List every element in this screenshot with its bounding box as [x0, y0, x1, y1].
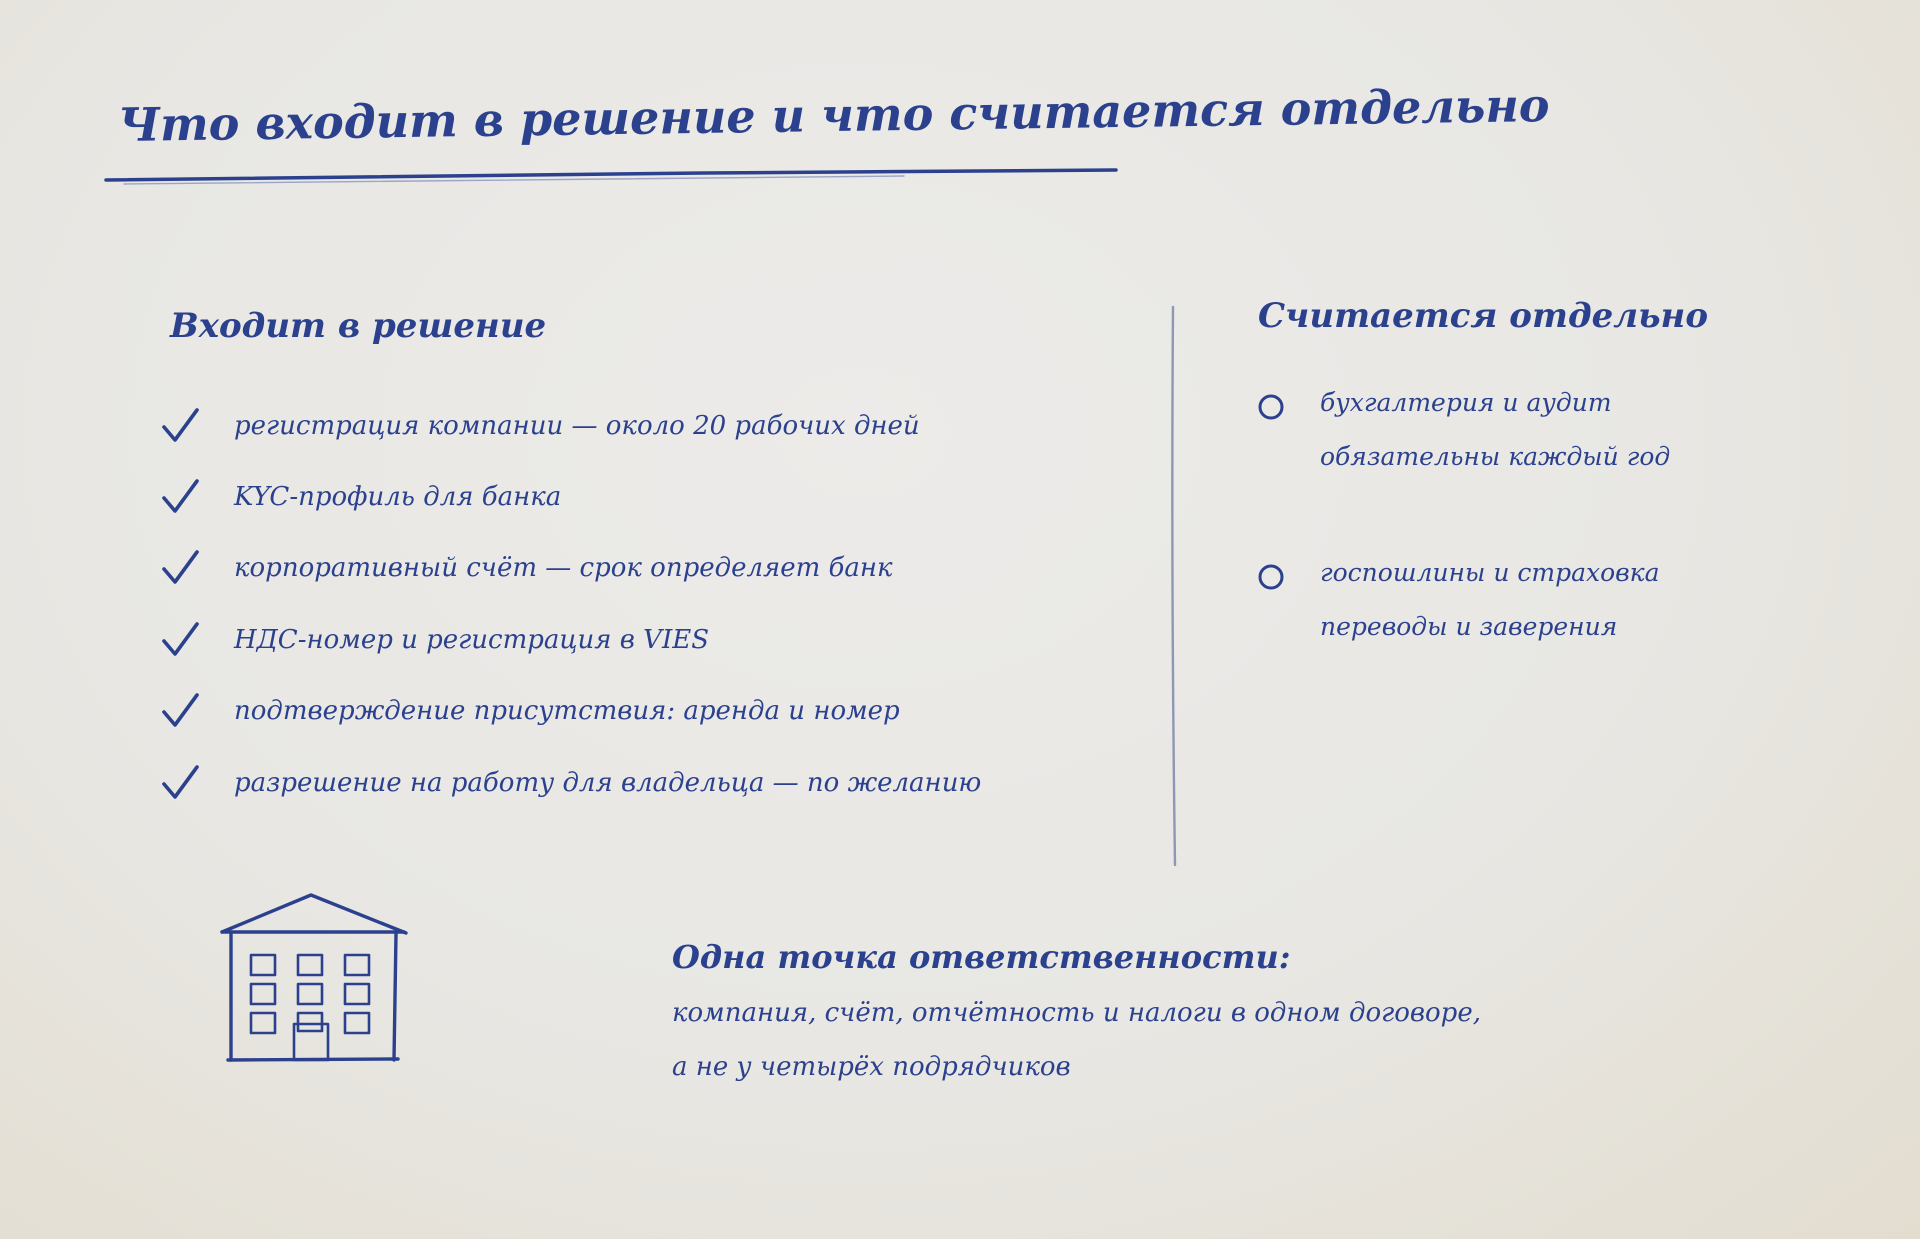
footer-heading: Одна точка ответственности: [672, 938, 1291, 976]
check-icon [160, 690, 202, 732]
title-underline [104, 164, 1118, 194]
list-item [160, 604, 1060, 675]
check-icon [160, 547, 202, 589]
list-item-text: подтверждение присутствия: аренда и номер [234, 696, 900, 727]
column-divider [1166, 305, 1180, 867]
circle-icon [1256, 392, 1286, 422]
footer-text-line: а не у четырёх подрядчиков [672, 1052, 1071, 1082]
separate-heading: Считается отдельно [1258, 296, 1709, 336]
check-icon [160, 476, 202, 518]
list-item [160, 747, 1060, 818]
list-item-text: KYC-профиль для банка [234, 482, 562, 513]
list-item [160, 676, 1060, 747]
separate-item-title: госпошлины и страховка [1320, 558, 1660, 587]
list-item [160, 533, 1060, 604]
check-icon [160, 405, 202, 447]
circle-icon [1256, 562, 1286, 592]
list-item [160, 461, 1060, 532]
separate-item-note: переводы и заверения [1320, 612, 1618, 641]
separate-item-note: обязательны каждый год [1320, 442, 1671, 471]
check-icon [160, 762, 202, 804]
list-item-text: регистрация компании — около 20 рабочих дней [234, 410, 920, 441]
list-item-text: разрешение на работу для владельца — по желанию [234, 767, 982, 798]
list-item-text: НДС-номер и регистрация в VIES [234, 624, 710, 655]
separate-item-title: бухгалтерия и аудит [1320, 388, 1612, 417]
building-icon [218, 892, 408, 1068]
list-item [160, 390, 1060, 461]
included-heading: Входит в решение [170, 306, 547, 346]
footer-text-line: компания, счёт, отчётность и налоги в одном договоре, [672, 998, 1481, 1028]
list-item-text: корпоративный счёт — срок определяет банк [234, 553, 893, 584]
check-icon [160, 619, 202, 661]
page-title: Что входит в решение и что считается отдельно [117, 78, 1550, 152]
included-list [160, 390, 1060, 818]
